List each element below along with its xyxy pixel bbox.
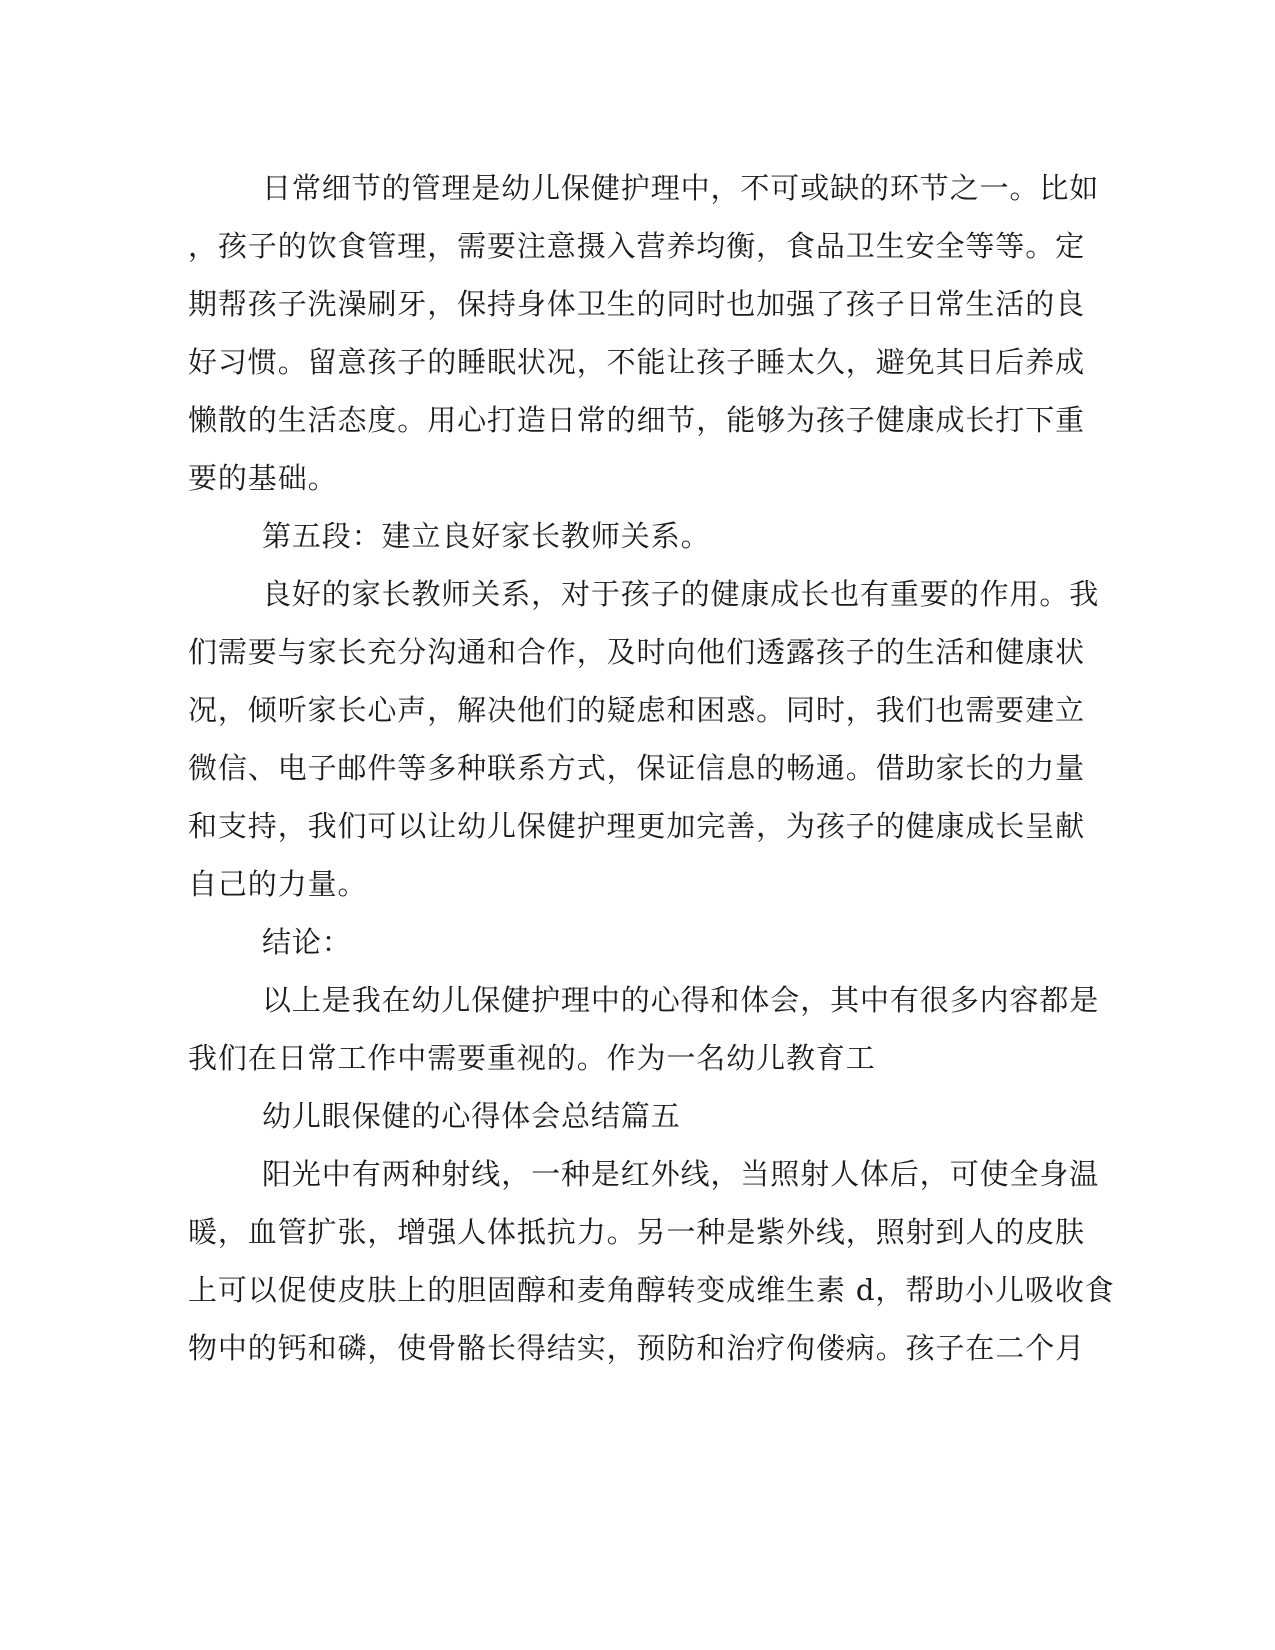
section-heading: 第五段：建立良好家长教师关系。 [262,519,711,553]
paragraph-line: 日常细节的管理是幼儿保健护理中，不可或缺的环节之一。比如 [262,171,1100,205]
paragraph-line: 况，倾听家长心声，解决他们的疑虑和困惑。同时，我们也需要建立 [188,693,1086,727]
paragraph-line: 阳光中有两种射线，一种是红外线，当照射人体后，可使全身温 [262,1157,1100,1191]
paragraph-line: 自己的力量。 [188,867,368,901]
paragraph-line: 好习惯。留意孩子的睡眠状况，不能让孩子睡太久，避免其日后养成 [188,345,1086,379]
paragraph-line: 良好的家长教师关系，对于孩子的健康成长也有重要的作用。我 [262,577,1100,611]
paragraph-line: ，孩子的饮食管理，需要注意摄入营养均衡，食品卫生安全等等。定 [188,229,1086,263]
paragraph-line: 期帮孩子洗澡刷牙，保持身体卫生的同时也加强了孩子日常生活的良 [188,287,1086,321]
paragraph-line: 我们在日常工作中需要重视的。作为一名幼儿教育工 [188,1041,876,1075]
paragraph-line: 微信、电子邮件等多种联系方式，保证信息的畅通。借助家长的力量 [188,751,1086,785]
paragraph-line: 们需要与家长充分沟通和合作，及时向他们透露孩子的生活和健康状 [188,635,1086,669]
paragraph-line: 要的基础。 [188,461,338,495]
paragraph-line: 懒散的生活态度。用心打造日常的细节，能够为孩子健康成长打下重 [188,403,1086,437]
paragraph-line: 上可以促使皮肤上的胆固醇和麦角醇转变成维生素 d，帮助小儿吸收食 [188,1273,1115,1307]
section-heading: 结论： [262,925,352,959]
paragraph-line: 以上是我在幼儿保健护理中的心得和体会，其中有很多内容都是 [262,983,1100,1017]
section-title: 幼儿眼保健的心得体会总结篇五 [262,1099,681,1133]
paragraph-line: 和支持，我们可以让幼儿保健护理更加完善，为孩子的健康成长呈献 [188,809,1086,843]
paragraph-line: 暖，血管扩张，增强人体抵抗力。另一种是紫外线，照射到人的皮肤 [188,1215,1086,1249]
paragraph-line: 物中的钙和磷，使骨骼长得结实，预防和治疗佝偻病。孩子在二个月 [188,1331,1086,1365]
